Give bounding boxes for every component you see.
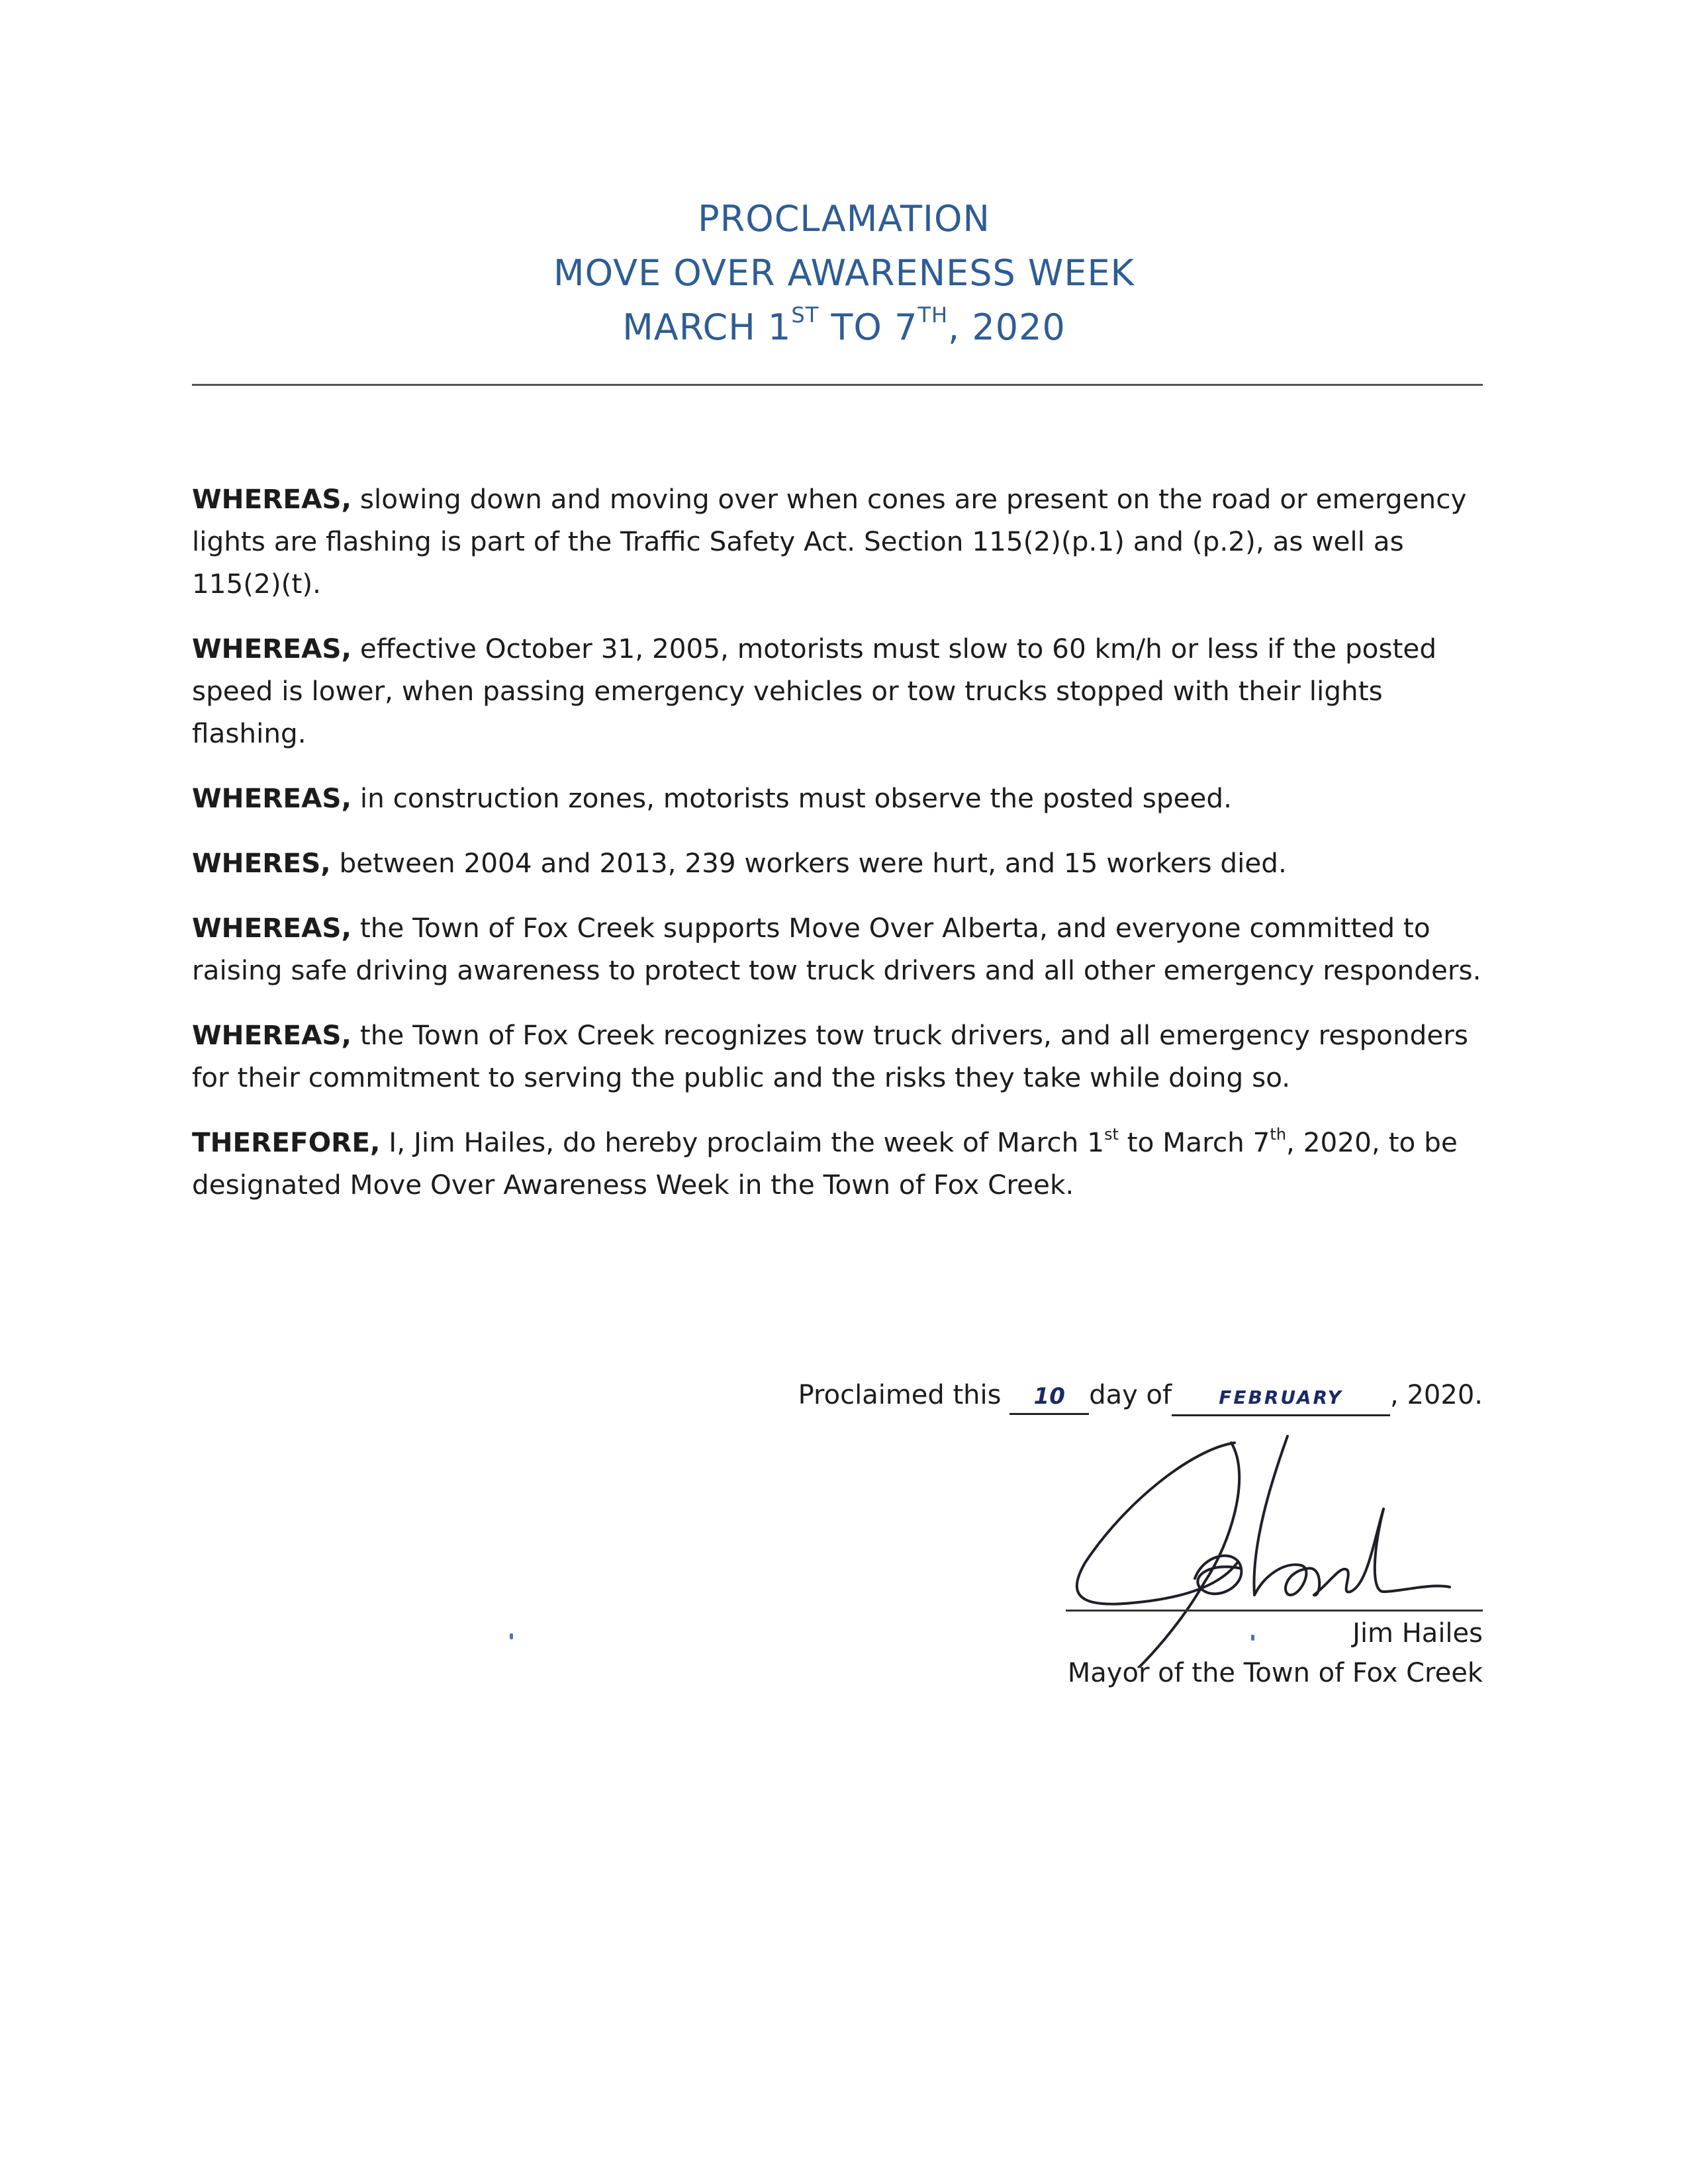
sup-th: th	[1270, 1125, 1287, 1144]
sup-st: st	[1103, 1125, 1119, 1144]
paragraph-lead: WHEREAS,	[192, 633, 352, 664]
proclaimed-middle: day of	[1089, 1380, 1172, 1410]
ink-speck	[510, 1633, 513, 1639]
signatory-name: Jim Hailes	[1352, 1618, 1483, 1649]
paragraph-text: to March 7	[1118, 1126, 1270, 1158]
proclamation-body	[192, 478, 1489, 1228]
whereas-paragraph-3	[192, 777, 1489, 819]
signatory-title: Mayor of the Town of Fox Creek	[1067, 1658, 1483, 1688]
signature-line	[1066, 1610, 1483, 1612]
heading-line-2: MOVE OVER AWARENESS WEEK	[553, 252, 1135, 294]
paragraph-text: effective October 31, 2005, motorists must slow to 60 km/h or less if the posted speed is lower, when passing emergency vehicles or tow trucks stopped with their lights flashing.	[192, 633, 1437, 749]
heading-date-end: , 2020	[948, 306, 1066, 348]
paragraph-text: , 2020, to be designated Move Over Awareness Week in the Town of Fox Creek.	[192, 1126, 1458, 1201]
therefore-paragraph	[192, 1121, 1489, 1206]
paragraph-text: the Town of Fox Creek supports Move Over Alberta, and everyone committed to raising safe driving awareness to protect tow truck drivers and all other emergency responders.	[192, 912, 1481, 986]
whereas-paragraph-4	[192, 842, 1489, 884]
whereas-paragraph-5	[192, 907, 1489, 991]
ink-speck	[1251, 1635, 1254, 1641]
heading-sup-st: ST	[791, 302, 820, 328]
heading-line-1: PROCLAMATION	[698, 198, 990, 240]
paragraph-lead: WHEREAS,	[192, 1019, 352, 1051]
whereas-paragraph-6	[192, 1014, 1489, 1099]
whereas-paragraph-1	[192, 478, 1489, 605]
paragraph-lead: WHEREAS,	[192, 782, 352, 814]
paragraph-text: the Town of Fox Creek recognizes tow truck drivers, and all emergency responders for their commitment to serving the public and the risks they take while doing so.	[192, 1019, 1468, 1093]
proclaimed-suffix: , 2020.	[1390, 1380, 1483, 1410]
paragraph-text: in construction zones, motorists must observe the posted speed.	[351, 782, 1233, 814]
heading-divider	[192, 384, 1483, 386]
paragraph-text: slowing down and moving over when cones are present on the road or emergency lights are flashing is part of the Traffic Safety Act. Section 115(2)(p.1) and (p.2), as well as 115(2)(t).	[192, 483, 1467, 600]
paragraph-text: between 2004 and 2013, 239 workers were hurt, and 15 workers died.	[330, 847, 1287, 879]
heading-date-mid: TO 7	[819, 306, 918, 348]
paragraph-lead: WHEREAS,	[192, 483, 352, 515]
proclaimed-line	[798, 1375, 1483, 1416]
paragraph-text: I, Jim Hailes, do hereby proclaim the week of March 1	[380, 1126, 1104, 1158]
heading-line-3	[0, 300, 1688, 355]
day-blank: 10	[1009, 1380, 1089, 1415]
heading-date-start: MARCH 1	[622, 306, 792, 348]
proclaimed-prefix: Proclaimed this	[798, 1380, 1010, 1410]
heading-sup-th: TH	[917, 302, 949, 328]
proclamation-heading	[0, 192, 1688, 355]
month-blank: FEBRUARY	[1172, 1381, 1390, 1416]
paragraph-lead: WHEREAS,	[192, 912, 352, 944]
whereas-paragraph-2	[192, 627, 1489, 754]
paragraph-lead: WHERES,	[192, 847, 331, 879]
paragraph-lead: THEREFORE,	[192, 1126, 381, 1158]
